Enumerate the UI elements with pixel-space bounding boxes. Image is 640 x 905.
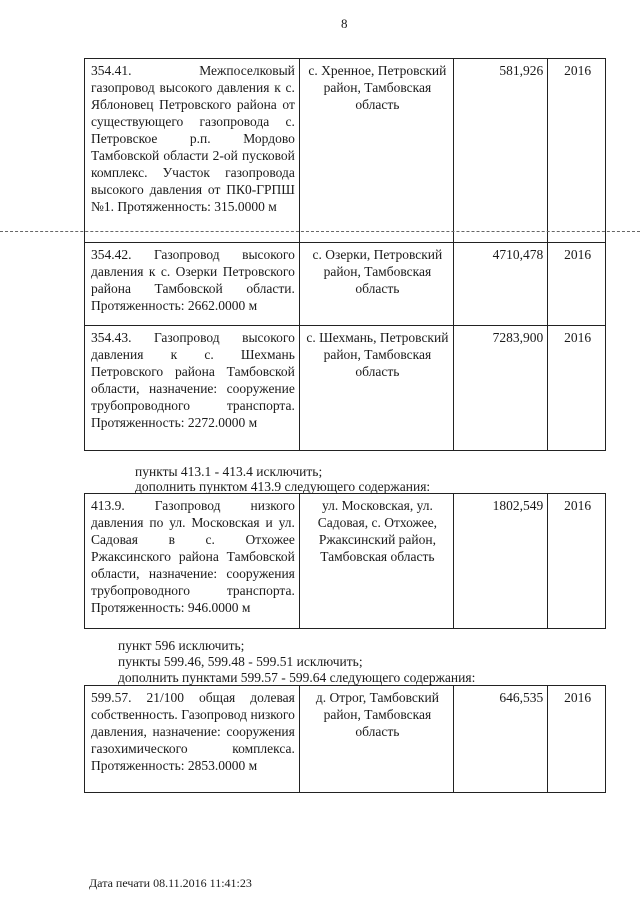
instruction-line: пункт 596 исключить; [118,638,245,653]
object-description: 413.9. Газопровод низкого давления по ул. Московская и ул. Садовая в с. Отхожее Ржаксинского района Тамбовской области, назначение: сооружения трубопроводного транспорта. Протяженность: 946.0000 м [91,498,295,615]
object-description-cell [85,494,300,629]
instruction-line: пункты 413.1 - 413.4 исключить; [135,464,323,479]
year-cell [548,494,606,629]
object-description: 354.43. Газопровод высокого давления к с. Шехмань Петровского района Тамбовской области, назначение: сооружение трубопроводного транспорта. Протяженность: 2272.0000 м [91,330,295,430]
object-location: с. Озерки, Петровский район, Тамбовская область [312,247,443,296]
object-location: с. Хренное, Петровский район, Тамбовская область [308,63,447,112]
year-cell [548,326,606,451]
objects-table-2 [84,493,606,629]
object-description-cell [85,326,300,451]
value-cell [453,326,547,451]
location-cell [299,326,453,451]
object-value: 7283,900 [492,330,544,345]
object-year: 2016 [564,690,592,705]
object-location: д. Отрог, Тамбовский район, Тамбовская область [315,690,439,739]
table-row [85,494,606,629]
object-description: 354.41. Межпоселковый газопровод высокого давления к с. Яблоновец Петровского района от существующего газопровода с. Петровское р.п. Мордово Тамбовской области 2-ой пусковой комплекс. Участок газопровода высокого давления от ПК0-ГРПШ №1. Протяженность: 315.0000 м [91,63,295,214]
object-value: 581,926 [499,63,544,78]
value-cell [453,243,547,326]
table-row [85,686,606,793]
location-cell [299,494,453,629]
value-cell [453,686,547,793]
object-year: 2016 [564,498,592,513]
page-cut-line [0,231,640,232]
object-value: 4710,478 [492,247,544,262]
table-row [85,243,606,326]
object-value: 646,535 [499,690,544,705]
objects-table-1 [84,58,606,451]
page-number: 8 [341,16,348,31]
objects-table-3 [84,685,606,793]
value-cell [453,59,547,243]
object-description-cell [85,243,300,326]
location-cell [299,243,453,326]
year-cell [548,243,606,326]
instruction-line: дополнить пунктами 599.57 - 599.64 следующего содержания: [118,670,476,685]
object-value: 1802,549 [492,498,544,513]
value-cell [453,494,547,629]
object-location: ул. Московская, ул. Садовая, с. Отхожее, Ржаксинский район, Тамбовская область [317,498,438,564]
object-description: 354.42. Газопровод высокого давления к с. Озерки Петровского района Тамбовской области. Протяженность: 2662.0000 м [91,247,295,313]
instruction-line: пункты 599.46, 599.48 - 599.51 исключить; [118,654,363,669]
location-cell [299,686,453,793]
print-date-footer: Дата печати 08.11.2016 11:41:23 [89,876,252,890]
year-cell [548,59,606,243]
object-year: 2016 [564,247,592,262]
object-location: с. Шехмань, Петровский район, Тамбовская область [306,330,449,379]
object-year: 2016 [564,63,592,78]
object-description: 599.57. 21/100 общая долевая собственность. Газопровод низкого давления, назначение: сооружения газохимического комплекса. Протяженность: 2853.0000 м [91,690,295,773]
object-year: 2016 [564,330,592,345]
table-row [85,59,606,243]
location-cell [299,59,453,243]
object-description-cell [85,686,300,793]
object-description-cell [85,59,300,243]
table-row [85,326,606,451]
instruction-line: дополнить пунктом 413.9 следующего содержания: [135,479,431,494]
year-cell [548,686,606,793]
